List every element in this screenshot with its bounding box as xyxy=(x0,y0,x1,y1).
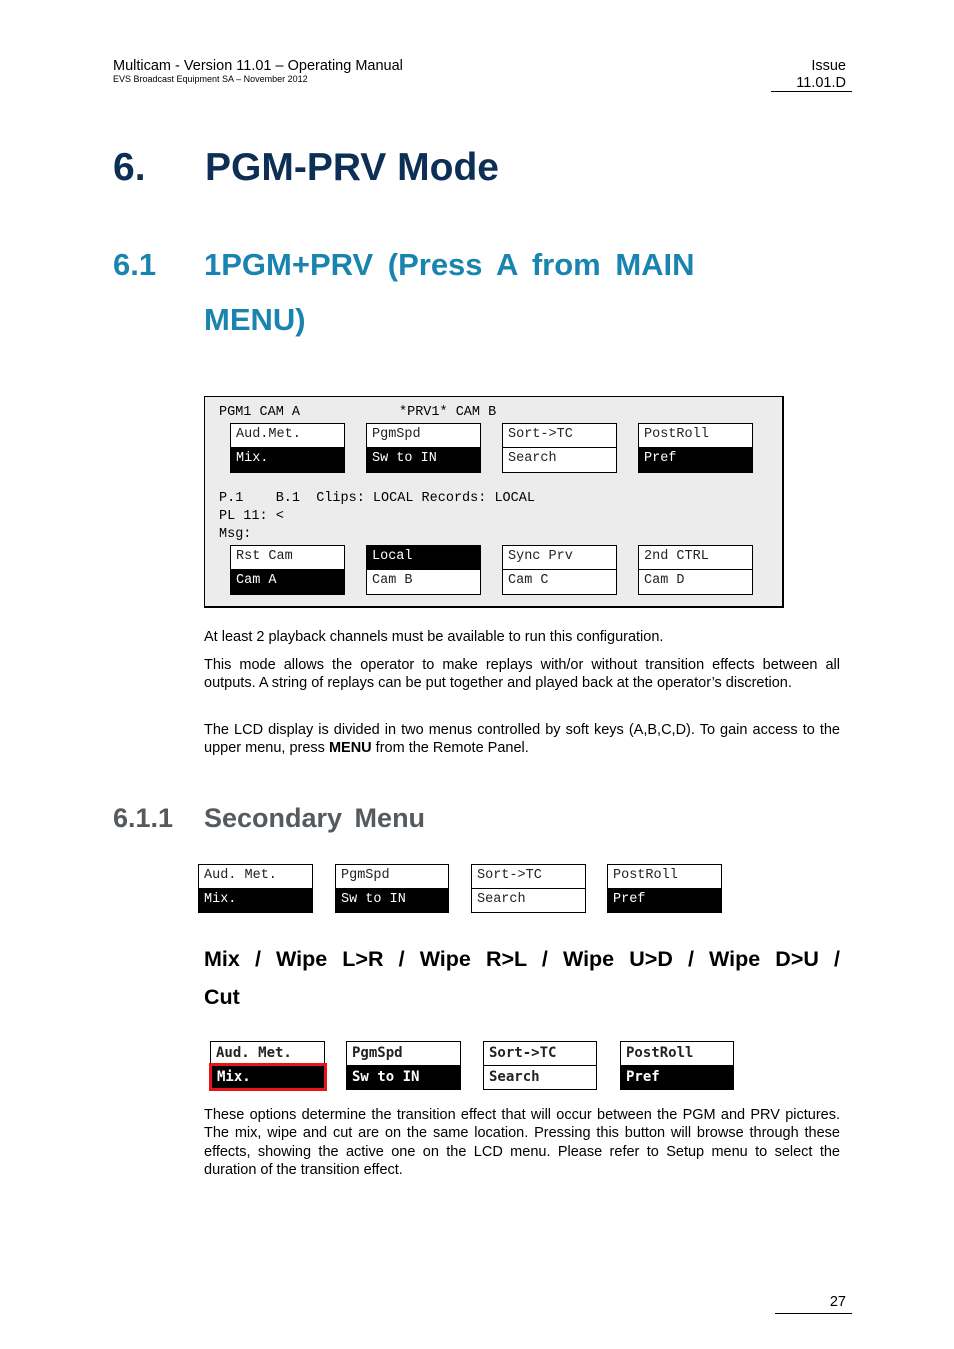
lcd-lower-key-b-bottom[interactable]: Cam B xyxy=(366,569,481,595)
header-rule xyxy=(771,91,852,92)
menu-key-name: MENU xyxy=(328,740,372,757)
document-subtitle: EVS Broadcast Equipment SA – November 2012 xyxy=(113,74,308,84)
chapter-number: 6. xyxy=(113,146,146,189)
lcd-key-d-top[interactable]: PostRoll xyxy=(638,423,753,448)
lcd-key-a-top[interactable]: Aud.Met. xyxy=(230,423,345,448)
lcd-lower-key-d-top[interactable]: 2nd CTRL xyxy=(638,545,753,570)
option-heading-line1: Mix / Wipe L>R / Wipe R>L / Wipe U>D / Wipe D>U / xyxy=(204,947,840,971)
paragraph-lcd-description xyxy=(204,721,840,758)
secondary-key-d-top[interactable]: PostRoll xyxy=(607,864,722,889)
option-key-d-bottom[interactable]: Pref xyxy=(620,1065,734,1090)
lcd-key-b-top[interactable]: PgmSpd xyxy=(366,423,481,448)
lcd-lower-key-a-top[interactable]: Rst Cam xyxy=(230,545,345,570)
lcd-key-a-bottom[interactable]: Mix. xyxy=(230,447,345,473)
option-key-d-top[interactable]: PostRoll xyxy=(620,1041,734,1066)
subsection-title: Secondary Menu xyxy=(204,803,426,833)
lcd-lower-key-b-top[interactable]: Local xyxy=(366,545,481,570)
option-key-c-bottom[interactable]: Search xyxy=(483,1065,597,1090)
lcd-description-end: from the Remote Panel. xyxy=(371,740,529,757)
chapter-heading xyxy=(113,146,613,192)
option-heading-line2: Cut xyxy=(204,985,240,1009)
secondary-key-c-top[interactable]: Sort->TC xyxy=(471,864,586,889)
option-key-b-top[interactable]: PgmSpd xyxy=(346,1041,461,1066)
paragraph-transition-effects: These options determine the transition effect that will occur between the PGM and PRV pictures. The mix, wipe and cut are on the same location. Pressing this button will browse through these effects, showing the active one on the LCD menu. Please refer to Setup menu to select the duration of the transition effect. xyxy=(204,1107,840,1178)
option-key-a-bottom-highlighted[interactable]: Mix. xyxy=(209,1063,327,1091)
option-key-b-bottom[interactable]: Sw to IN xyxy=(346,1065,461,1090)
secondary-key-a-bottom[interactable]: Mix. xyxy=(198,888,313,913)
lcd-key-d-bottom[interactable]: Pref xyxy=(638,447,753,473)
lcd-lower-key-a-bottom[interactable]: Cam A xyxy=(230,569,345,595)
subsection-number: 6.1.1 xyxy=(113,803,174,833)
secondary-key-c-bottom[interactable]: Search xyxy=(471,888,586,913)
lcd-key-c-bottom[interactable]: Search xyxy=(502,447,617,473)
lcd-description-text: The LCD display is divided in two menus controlled by soft keys (A,B,C,D). To gain access to the upper menu, press xyxy=(204,722,840,757)
lcd-key-b-bottom[interactable]: Sw to IN xyxy=(366,447,481,473)
lcd-key-c-top[interactable]: Sort->TC xyxy=(502,423,617,448)
document-title: Multicam - Version 11.01 – Operating Manual xyxy=(113,58,403,74)
page-number: 27 xyxy=(829,1294,846,1310)
option-key-c-top[interactable]: Sort->TC xyxy=(483,1041,597,1066)
secondary-key-d-bottom[interactable]: Pref xyxy=(607,888,722,913)
paragraph-requirements: At least 2 playback channels must be available to run this configuration. xyxy=(204,629,664,645)
lcd-lower-key-c-bottom[interactable]: Cam C xyxy=(502,569,617,595)
chapter-title: PGM-PRV Mode xyxy=(205,146,499,189)
issue-label: Issue xyxy=(811,58,846,74)
option-key-a-top[interactable]: Aud. Met. xyxy=(210,1041,325,1066)
lcd-status-pgm: PGM1 CAM A xyxy=(219,405,301,420)
lcd-info-line2: PL 11: < xyxy=(219,509,284,524)
lcd-info-line1: P.1 B.1 Clips: LOCAL Records: LOCAL xyxy=(219,491,535,506)
issue-value: 11.01.D xyxy=(796,75,846,91)
paragraph-mode-description: This mode allows the operator to make replays with/or without transition effects between all outputs. A string of replays can be put together and played back at the operator’s discretion. xyxy=(204,657,840,692)
section-title-line2: MENU) xyxy=(204,302,306,337)
lcd-lower-key-c-top[interactable]: Sync Prv xyxy=(502,545,617,570)
lcd-display xyxy=(204,396,784,608)
lcd-status-prv: *PRV1* CAM B xyxy=(399,405,497,420)
section-number: 6.1 xyxy=(113,247,157,282)
secondary-key-b-top[interactable]: PgmSpd xyxy=(335,864,449,889)
secondary-key-a-top[interactable]: Aud. Met. xyxy=(198,864,313,889)
lcd-lower-key-d-bottom[interactable]: Cam D xyxy=(638,569,753,595)
secondary-key-b-bottom[interactable]: Sw to IN xyxy=(335,888,449,913)
section-title-line1: 1PGM+PRV (Press A from MAIN xyxy=(204,247,695,282)
footer-rule xyxy=(775,1313,852,1314)
lcd-msg-label: Msg: xyxy=(219,527,252,542)
